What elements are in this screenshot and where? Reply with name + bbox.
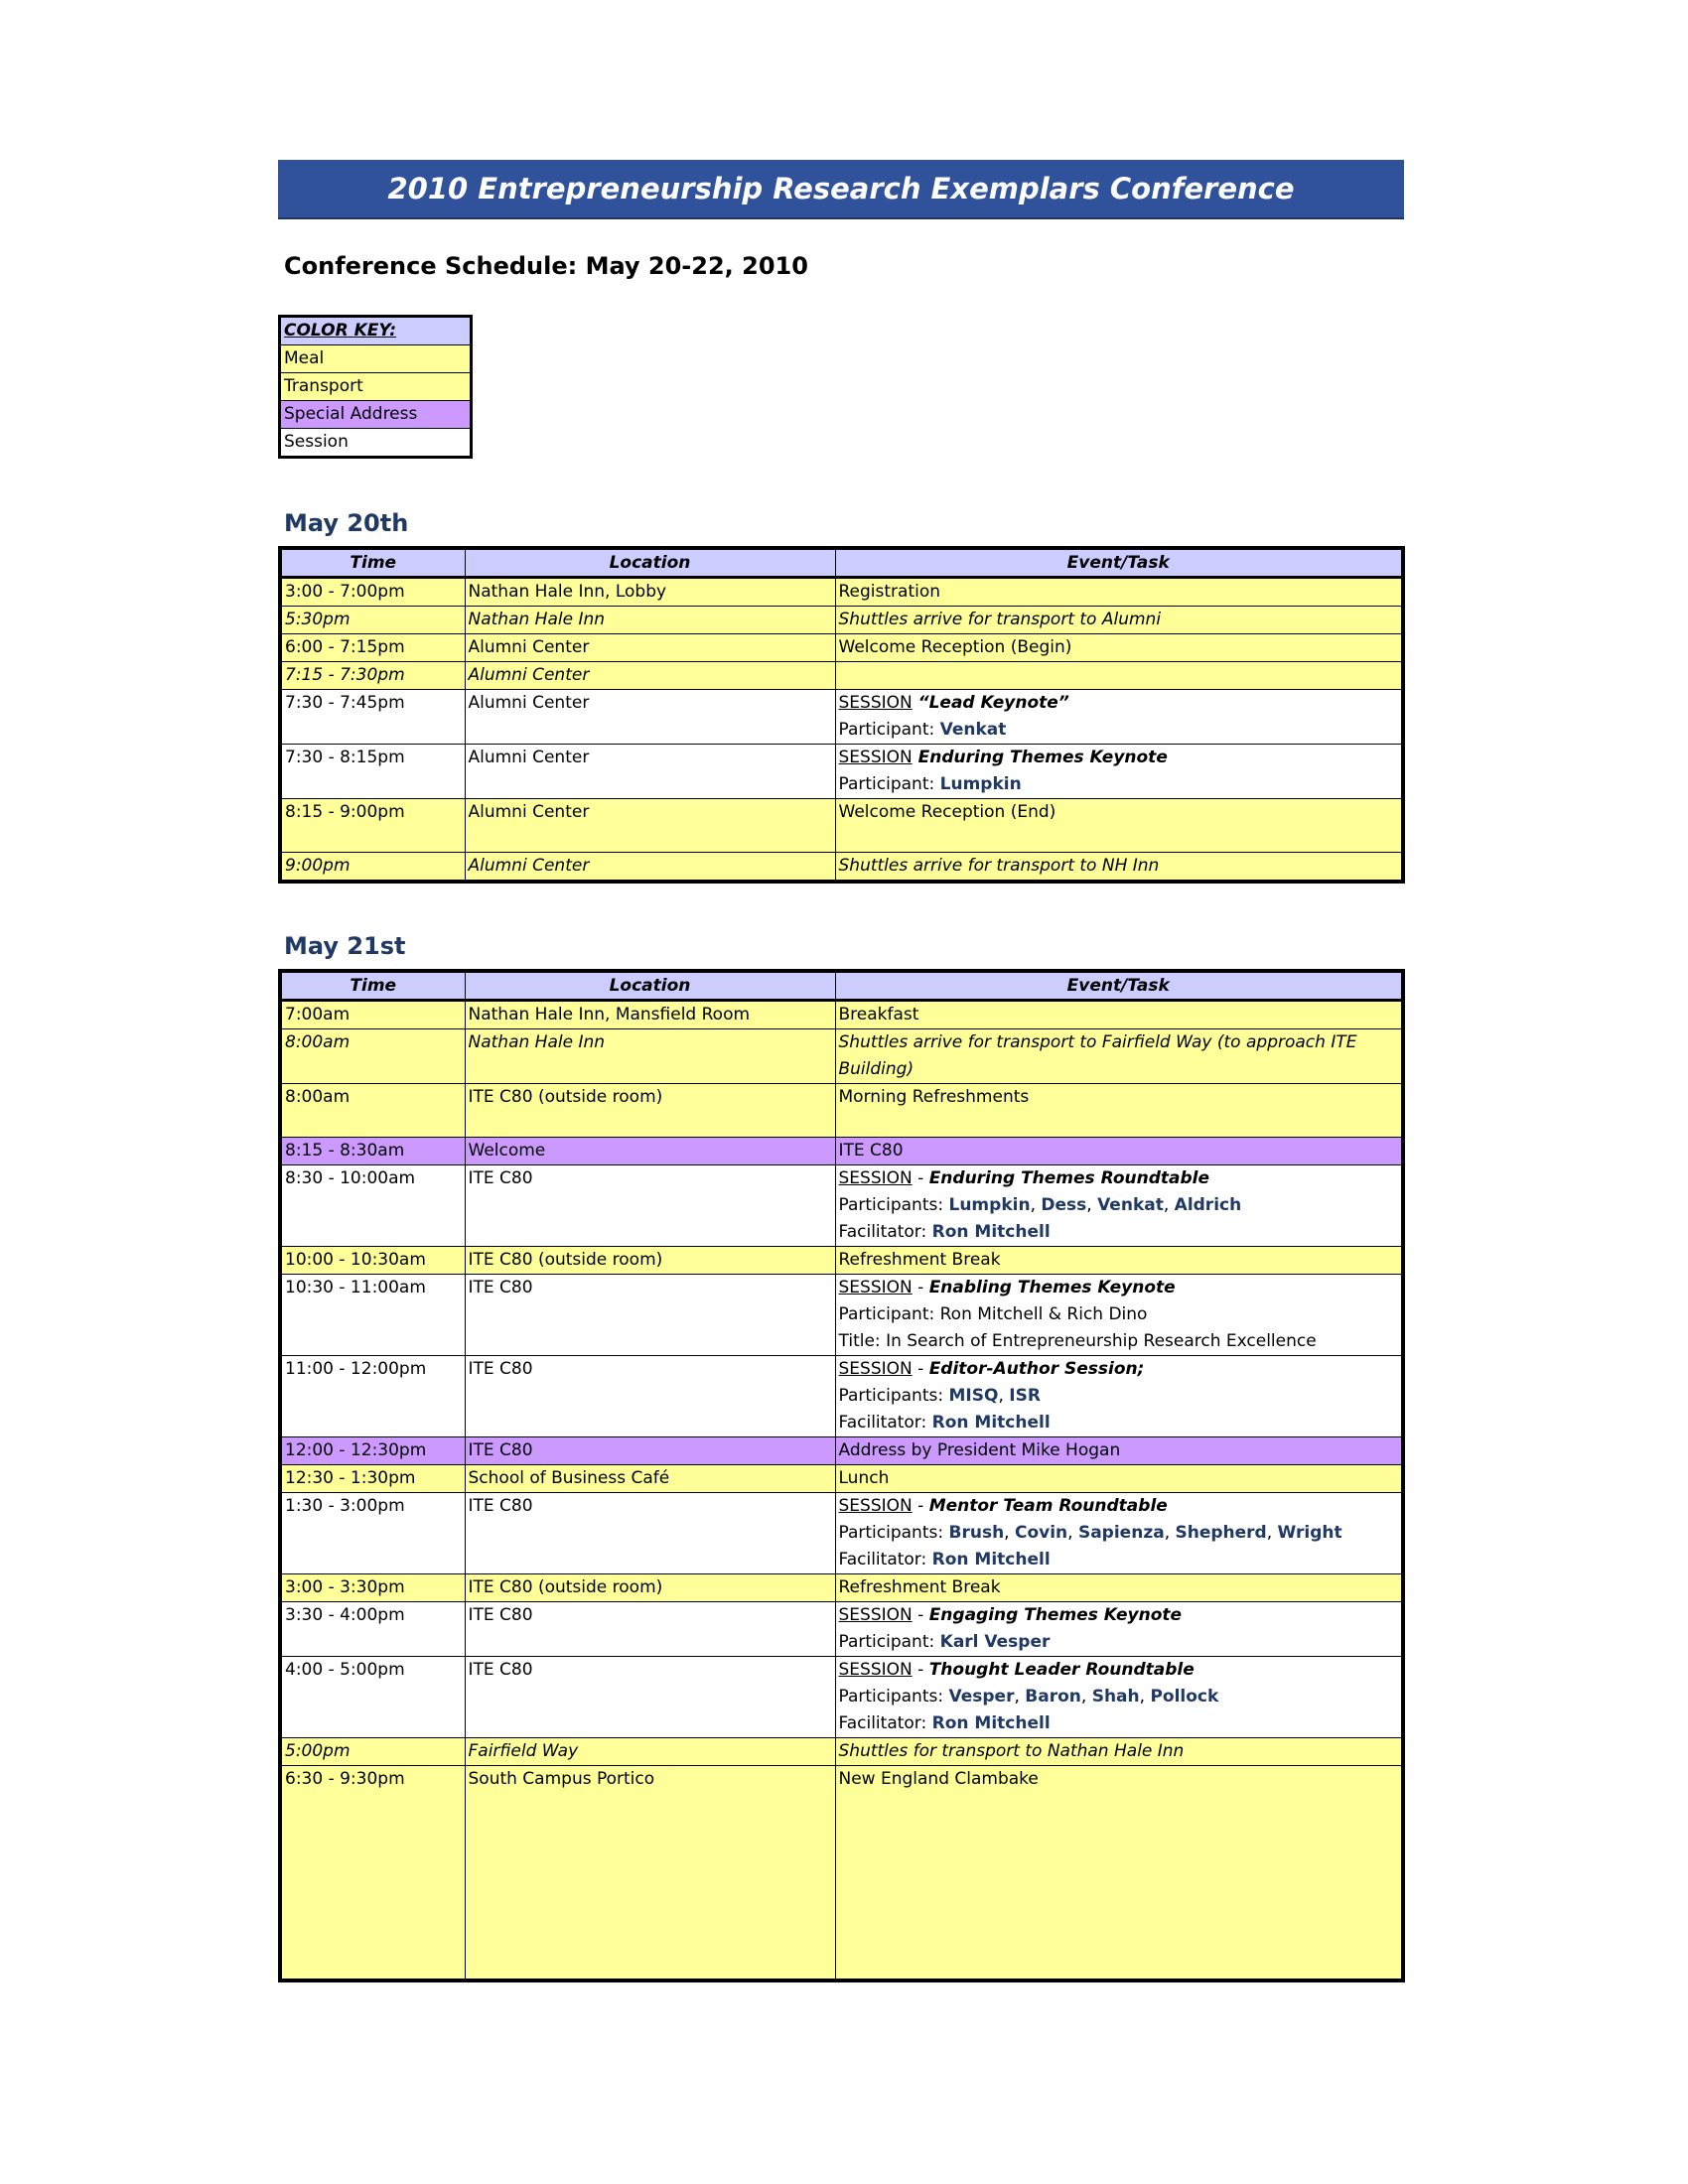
session-label: SESSION xyxy=(838,1168,913,1188)
event-cell xyxy=(835,1437,1403,1465)
table-header-row xyxy=(280,548,1403,578)
event-line: Facilitator: Ron Mitchell xyxy=(838,1713,1051,1733)
location-cell: Fairfield Way xyxy=(465,1738,835,1766)
location-cell: Welcome xyxy=(465,1138,835,1165)
table-row xyxy=(280,1356,1403,1437)
column-header-event: Event/Task xyxy=(835,971,1403,1001)
event-line: SESSION - Enabling Themes Keynote xyxy=(838,1278,1176,1297)
event-line: SESSION - Thought Leader Roundtable xyxy=(838,1660,1195,1680)
event-line: Shuttles arrive for transport to Fairfield Way (to approach ITE xyxy=(838,1032,1357,1052)
participant-name: Shah xyxy=(1091,1687,1140,1706)
time-cell: 3:00 - 7:00pm xyxy=(280,578,465,607)
time-cell: 5:00pm xyxy=(280,1738,465,1766)
table-row xyxy=(280,1138,1403,1165)
participant-name: Venkat xyxy=(1097,1195,1164,1215)
event-cell xyxy=(835,1275,1403,1356)
participant-name: Baron xyxy=(1025,1687,1081,1706)
participant-name: Ron Mitchell xyxy=(931,1222,1051,1242)
participant-name: ISR xyxy=(1009,1386,1041,1406)
event-cell xyxy=(835,1738,1403,1766)
location-cell: ITE C80 (outside room) xyxy=(465,1574,835,1602)
table-row xyxy=(280,607,1403,634)
column-header-event: Event/Task xyxy=(835,548,1403,578)
event-line: New England Clambake xyxy=(838,1769,1039,1789)
event-line: Welcome Reception (Begin) xyxy=(838,637,1072,657)
location-cell: Alumni Center xyxy=(465,799,835,853)
location-cell: School of Business Café xyxy=(465,1465,835,1493)
session-title: Thought Leader Roundtable xyxy=(928,1660,1195,1680)
location-cell: Alumni Center xyxy=(465,853,835,883)
event-line: Address by President Mike Hogan xyxy=(838,1440,1121,1460)
location-cell: ITE C80 xyxy=(465,1657,835,1738)
participant-name: Dess xyxy=(1041,1195,1087,1215)
location-cell: Alumni Center xyxy=(465,745,835,799)
event-cell xyxy=(835,853,1403,883)
location-cell: ITE C80 xyxy=(465,1356,835,1437)
event-cell xyxy=(835,1247,1403,1275)
location-cell: Nathan Hale Inn, Lobby xyxy=(465,578,835,607)
event-line: Participants: Lumpkin, Dess, Venkat, Aldrich xyxy=(838,1195,1242,1215)
location-cell: Nathan Hale Inn xyxy=(465,607,835,634)
event-cell xyxy=(835,634,1403,662)
event-line xyxy=(839,745,1399,771)
location-cell: Alumni Center xyxy=(465,634,835,662)
table-row xyxy=(280,1574,1403,1602)
event-cell xyxy=(835,1001,1403,1029)
table-row xyxy=(280,1437,1403,1465)
color-key xyxy=(278,315,473,459)
day-heading-may-20: May 20th xyxy=(284,509,409,537)
time-cell: 12:00 - 12:30pm xyxy=(280,1437,465,1465)
participant-name: Karl Vesper xyxy=(939,1632,1051,1652)
table-row xyxy=(280,1766,1403,1980)
participant-name: Sapienza xyxy=(1077,1523,1165,1543)
participant-name: Ron Mitchell xyxy=(931,1713,1051,1733)
time-cell: 8:00am xyxy=(280,1029,465,1084)
schedule-subtitle: Conference Schedule: May 20-22, 2010 xyxy=(284,252,808,280)
session-title: “Lead Keynote” xyxy=(912,693,1069,713)
location-cell: ITE C80 xyxy=(465,1165,835,1247)
event-cell xyxy=(835,1084,1403,1138)
event-line: Participants: Brush, Covin, Sapienza, Shepherd, Wright xyxy=(838,1523,1342,1543)
event-cell xyxy=(835,1165,1403,1247)
time-cell: 6:30 - 9:30pm xyxy=(280,1766,465,1980)
event-line: Participant: Lumpkin xyxy=(838,774,1022,794)
event-line: Shuttles for transport to Nathan Hale Inn xyxy=(838,1741,1185,1761)
table-row xyxy=(280,1165,1403,1247)
location-cell: ITE C80 (outside room) xyxy=(465,1084,835,1138)
event-line: Shuttles arrive for transport to NH Inn xyxy=(838,856,1160,876)
table-header-row xyxy=(280,971,1403,1001)
session-title: Enabling Themes Keynote xyxy=(928,1278,1176,1297)
event-line: Building) xyxy=(838,1059,914,1079)
schedule-table-may-20 xyxy=(278,546,1405,884)
table-row xyxy=(280,1084,1403,1138)
column-header-location: Location xyxy=(465,548,835,578)
event-cell xyxy=(835,745,1403,799)
session-label: SESSION xyxy=(838,1496,913,1516)
conference-title-banner: 2010 Entrepreneurship Research Exemplars Conference xyxy=(278,160,1404,219)
participant-name: Covin xyxy=(1014,1523,1068,1543)
event-line: Participant: Karl Vesper xyxy=(838,1632,1051,1652)
event-cell xyxy=(835,578,1403,607)
time-cell: 7:15 - 7:30pm xyxy=(280,662,465,690)
table-row xyxy=(280,1001,1403,1029)
participant-name: MISQ xyxy=(948,1386,999,1406)
table-row xyxy=(280,853,1403,883)
time-cell: 8:15 - 8:30am xyxy=(280,1138,465,1165)
time-cell: 7:30 - 7:45pm xyxy=(280,690,465,745)
event-line: Facilitator: Ron Mitchell xyxy=(838,1413,1051,1433)
event-cell xyxy=(835,1356,1403,1437)
location-cell: ITE C80 xyxy=(465,1602,835,1657)
location-cell: South Campus Portico xyxy=(465,1766,835,1980)
participant-name: Wright xyxy=(1277,1523,1342,1543)
event-cell xyxy=(835,1029,1403,1084)
event-cell xyxy=(835,1493,1403,1574)
session-label: SESSION xyxy=(838,1278,913,1297)
event-cell xyxy=(835,799,1403,853)
event-line: SESSION - Editor-Author Session; xyxy=(838,1359,1145,1379)
event-line: SESSION - Mentor Team Roundtable xyxy=(838,1496,1168,1516)
event-line: SESSION - Engaging Themes Keynote xyxy=(838,1605,1183,1625)
participant-name: Shepherd xyxy=(1175,1523,1267,1543)
participant-name: Ron Mitchell xyxy=(931,1413,1051,1433)
location-cell: Alumni Center xyxy=(465,690,835,745)
time-cell: 7:30 - 8:15pm xyxy=(280,745,465,799)
color-key-meal: Meal xyxy=(281,344,470,372)
event-line: Facilitator: Ron Mitchell xyxy=(838,1550,1051,1570)
event-line: Registration xyxy=(838,582,941,602)
location-cell: Nathan Hale Inn, Mansfield Room xyxy=(465,1001,835,1029)
event-cell xyxy=(835,1657,1403,1738)
event-line: Welcome Reception (End) xyxy=(838,802,1056,822)
participant-name: Aldrich xyxy=(1174,1195,1242,1215)
event-line: Title: In Search of Entrepreneurship Research Excellence xyxy=(838,1331,1317,1351)
event-line: Refreshment Break xyxy=(838,1577,1001,1597)
event-cell xyxy=(835,1138,1403,1165)
participant-name: Venkat xyxy=(939,720,1007,740)
color-key-header: COLOR KEY: xyxy=(281,318,470,344)
event-line: Participants: Vesper, Baron, Shah, Pollock xyxy=(838,1687,1219,1706)
session-label: SESSION xyxy=(838,748,913,767)
event-cell xyxy=(835,1574,1403,1602)
session-title: Engaging Themes Keynote xyxy=(928,1605,1183,1625)
table-row xyxy=(280,578,1403,607)
time-cell: 1:30 - 3:00pm xyxy=(280,1493,465,1574)
participant-name: Pollock xyxy=(1150,1687,1219,1706)
event-cell xyxy=(835,1465,1403,1493)
event-cell xyxy=(835,607,1403,634)
table-row xyxy=(280,1465,1403,1493)
location-cell: Alumni Center xyxy=(465,662,835,690)
table-row xyxy=(280,1493,1403,1574)
event-line: Participant: Venkat xyxy=(838,720,1007,740)
table-row xyxy=(280,799,1403,853)
table-row xyxy=(280,1657,1403,1738)
event-line: Participant: Ron Mitchell & Rich Dino xyxy=(838,1304,1148,1324)
time-cell: 3:30 - 4:00pm xyxy=(280,1602,465,1657)
location-cell: ITE C80 xyxy=(465,1493,835,1574)
time-cell: 7:00am xyxy=(280,1001,465,1029)
color-key-session: Session xyxy=(281,428,470,456)
event-line: Participants: MISQ, ISR xyxy=(838,1386,1041,1406)
location-cell: ITE C80 xyxy=(465,1437,835,1465)
event-line: Refreshment Break xyxy=(838,1250,1001,1270)
session-title: Editor-Author Session; xyxy=(928,1359,1145,1379)
time-cell: 10:00 - 10:30am xyxy=(280,1247,465,1275)
day-heading-may-21: May 21st xyxy=(284,932,406,960)
event-cell xyxy=(835,662,1403,690)
event-line xyxy=(839,690,1399,717)
event-line: Morning Refreshments xyxy=(838,1087,1030,1107)
table-row xyxy=(280,634,1403,662)
column-header-time: Time xyxy=(280,548,465,578)
time-cell: 11:00 - 12:00pm xyxy=(280,1356,465,1437)
event-line: SESSION - Enduring Themes Roundtable xyxy=(838,1168,1210,1188)
event-cell xyxy=(835,1766,1403,1980)
participant-name: Lumpkin xyxy=(939,774,1022,794)
table-row xyxy=(280,1247,1403,1275)
time-cell: 3:00 - 3:30pm xyxy=(280,1574,465,1602)
column-header-time: Time xyxy=(280,971,465,1001)
event-line: Lunch xyxy=(838,1468,890,1488)
time-cell: 10:30 - 11:00am xyxy=(280,1275,465,1356)
participant-name: Ron Mitchell xyxy=(931,1550,1051,1570)
time-cell: 5:30pm xyxy=(280,607,465,634)
time-cell: 8:00am xyxy=(280,1084,465,1138)
schedule-table-may-21 xyxy=(278,969,1405,1982)
time-cell: 9:00pm xyxy=(280,853,465,883)
session-title: Enduring Themes Roundtable xyxy=(928,1168,1210,1188)
session-label: SESSION xyxy=(838,1359,913,1379)
table-row xyxy=(280,1029,1403,1084)
session-label: SESSION xyxy=(838,693,913,713)
column-header-location: Location xyxy=(465,971,835,1001)
event-line: Facilitator: Ron Mitchell xyxy=(838,1222,1051,1242)
event-line: Shuttles arrive for transport to Alumni xyxy=(838,610,1162,629)
session-label: SESSION xyxy=(838,1605,913,1625)
time-cell: 12:30 - 1:30pm xyxy=(280,1465,465,1493)
location-cell: ITE C80 (outside room) xyxy=(465,1247,835,1275)
color-key-transport: Transport xyxy=(281,372,470,400)
table-row xyxy=(280,1275,1403,1356)
location-cell: Nathan Hale Inn xyxy=(465,1029,835,1084)
session-title: Enduring Themes Keynote xyxy=(912,748,1168,767)
event-cell xyxy=(835,690,1403,745)
event-cell xyxy=(835,1602,1403,1657)
session-title: Mentor Team Roundtable xyxy=(928,1496,1168,1516)
participant-name: Lumpkin xyxy=(948,1195,1031,1215)
time-cell: 8:30 - 10:00am xyxy=(280,1165,465,1247)
time-cell: 8:15 - 9:00pm xyxy=(280,799,465,853)
time-cell: 6:00 - 7:15pm xyxy=(280,634,465,662)
session-label: SESSION xyxy=(838,1660,913,1680)
table-row xyxy=(280,662,1403,690)
location-cell: ITE C80 xyxy=(465,1275,835,1356)
event-line: ITE C80 xyxy=(838,1141,904,1160)
table-row xyxy=(280,1602,1403,1657)
time-cell: 4:00 - 5:00pm xyxy=(280,1657,465,1738)
table-row xyxy=(280,1738,1403,1766)
table-row xyxy=(280,690,1403,745)
participant-name: Vesper xyxy=(948,1687,1015,1706)
table-row xyxy=(280,745,1403,799)
event-line: Breakfast xyxy=(838,1005,919,1024)
color-key-special-address: Special Address xyxy=(281,400,470,428)
participant-name: Brush xyxy=(948,1523,1005,1543)
